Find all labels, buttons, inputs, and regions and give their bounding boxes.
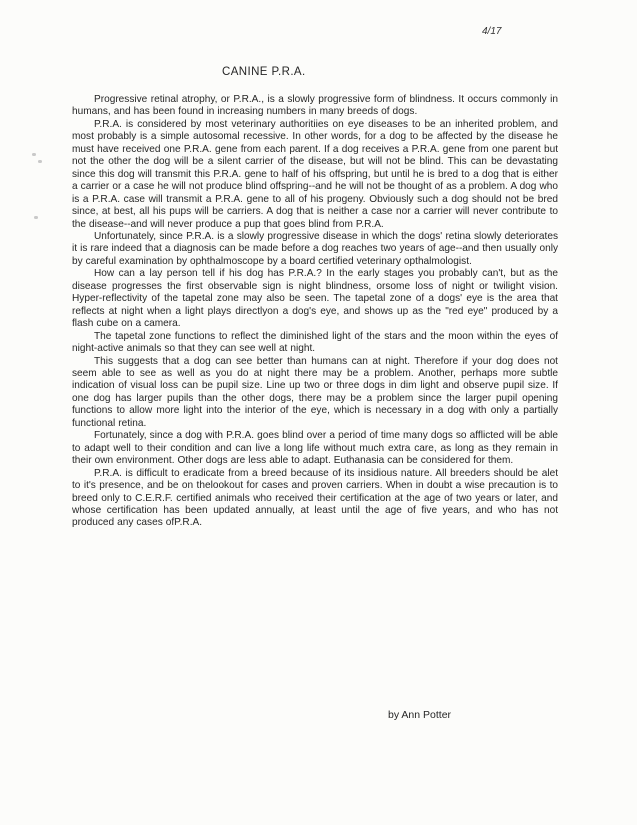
paragraph-night-vision: This suggests that a dog can see better than humans can at night. Therefore if your dog does not seem able to see as well as you do at night there may be a problem. Another, perhaps more subtle indication of visual loss can be pupil size. Line up two or three dogs in dim light and observe pupil size. If one dog has larger pupils than the other dogs, there may be a problem since the larger pupil opening functions to allow more light into the interior of the eye, which is necessary in a dog with only a partially functional retina.	[72, 355, 558, 429]
scan-speck	[32, 153, 36, 156]
scan-speck	[34, 216, 38, 219]
paragraph-tapetal-zone: The tapetal zone functions to reflect the diminished light of the stars and the moon within the eyes of night-active animals so that they can see well at night.	[72, 330, 558, 355]
paragraph-adaptation: Fortunately, since a dog with P.R.A. goes blind over a period of time many dogs so afflicted will be able to adapt well to their condition and can live a long life without much extra care, as long as they remain in their own environment. Other dogs are less able to adapt. Euthanasia can be considered for them.	[72, 430, 558, 467]
handwritten-date: 4/17	[482, 26, 502, 37]
document-title: CANINE P.R.A.	[222, 66, 306, 78]
paragraph-inheritance: P.R.A. is considered by most veterinary authoritiies on eye diseases to be an inherited problem, and most probably is a simple autosomal recessive. In other words, for a dog to be affected by the disease he must have received one P.R.A. gene from each parent. If a dog receives a P.R.A. gene from one parent but not the other the dog will be a silent carrier of the disease, but will not be blind. This can be devastating since this dog will transmit this P.R.A. gene to half of his offspring, but until he is bred to a dog that is either a carrier or a case he will not produce blind offspring--and he will not be thought of as a problem. A dog who is a P.R.A. case will transmit a P.R.A. gene to all of his progeny. Obviously such a dog should not be bred since, at best, all his pups will be carriers. A dog that is neither a case nor a carrier will never contribute to the disease--and will never produce a pup that goes blind from P.R.A.	[72, 118, 558, 230]
paragraph-diagnosis: Unfortunately, since P.R.A. is a slowly progressive disease in which the dogs' retina slowly deteriorates it is rare indeed that a diagnosis can be made before a dog reaches two years of age--and then usually only by careful examination by ophthalmoscope by a board certified veterinary opthalmologist.	[72, 230, 558, 267]
scan-speck	[38, 160, 42, 163]
paragraph-symptoms: How can a lay person tell if his dog has P.R.A.? In the early stages you probably can't, but as the disease progresses the first observable sign is night blindness, orsome loss of night or twilight vision. Hyper-reflectivity of the tapetal zone may also be seen. The tapetal zone of a dogs' eye is the area that reflects at night when a light plays directlyon a dog's eye, and shows up as the "red eye" produced by a flash cube on a camera.	[72, 268, 558, 330]
paragraph-eradication: P.R.A. is difficult to eradicate from a breed because of its insidious nature. All breeders should be alet to it's presence, and be on thelookout for cases and proven carriers. When in doubt a wise precaution is to breed only to C.E.R.F. certified animals who received their certification at the age of two years or later, and whose certification has been updated annually, at least until the age of five years, and who has not produced any cases ofP.R.A.	[72, 467, 558, 529]
article-body	[72, 94, 558, 530]
paragraph-intro: Progressive retinal atrophy, or P.R.A., is a slowly progressive form of blindness. It occurs commonly in humans, and has been found in increasing numbers in many breeds of dogs.	[72, 94, 558, 118]
author-byline: by Ann Potter	[388, 709, 452, 721]
